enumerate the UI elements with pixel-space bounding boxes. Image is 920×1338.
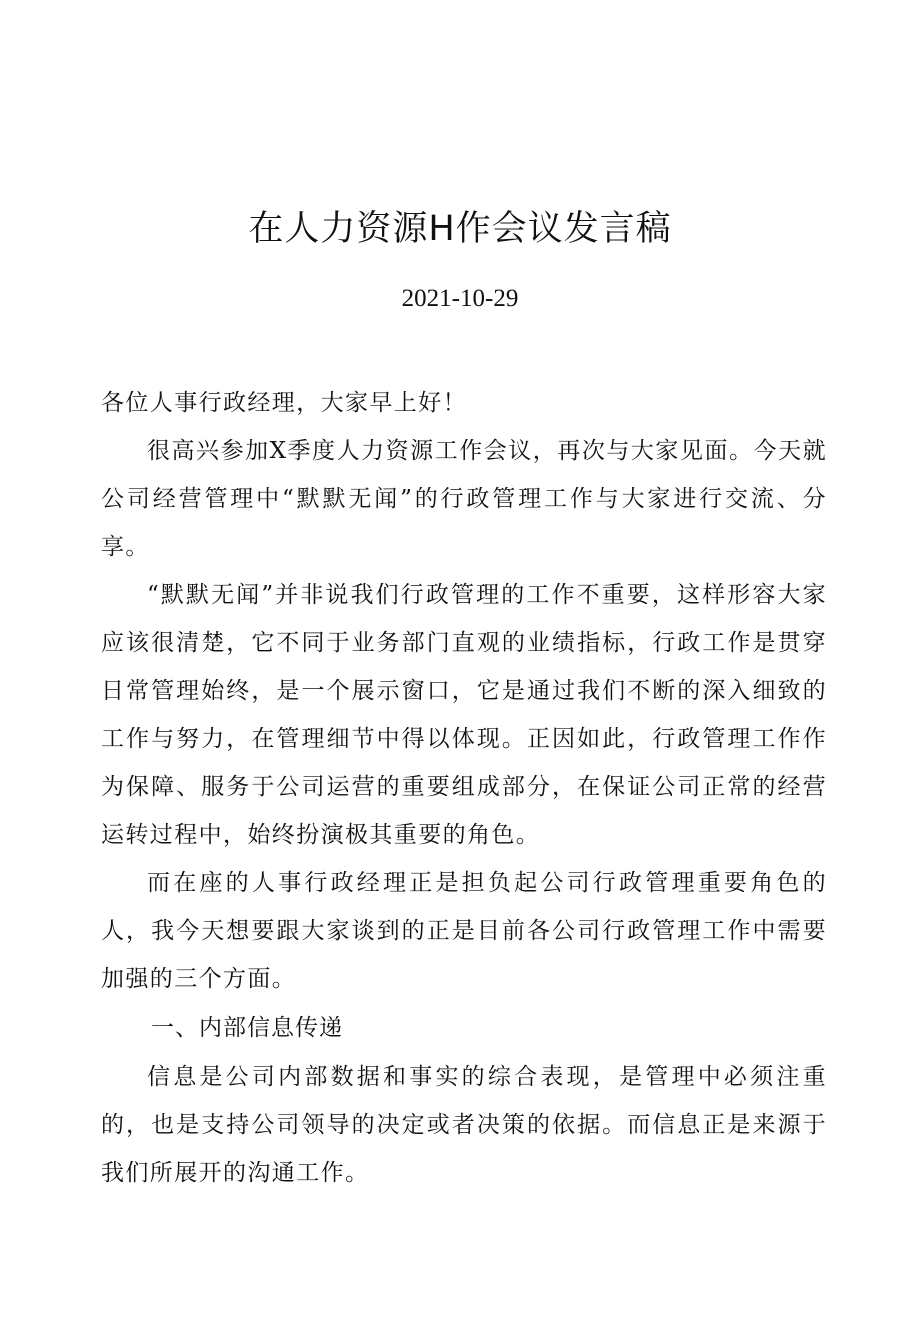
document-body (101, 379, 827, 1197)
section-heading: 一、内部信息传递 (151, 1015, 343, 1041)
salutation: 各位人事行政经理，大家早上好！ (101, 390, 467, 416)
paragraph-admin-role: “默默无闻”并非说我们行政管理的工作不重要，这样形容大家应该很清楚，它不同于业务部门直观的业绩指标，行政工作是贯穿日常管理始终，是一个展示窗口，它是通过我们不断的深入细致的工作与努力，在管理细节中得以体现。正因如此，行政管理工作作为保障、服务于公司运营的重要组成部分，在保证公司正常的经营运转过程中，始终扮演极其重要的角色。 (101, 582, 827, 848)
paragraph-intro: 很高兴参加X季度人力资源工作会议，再次与大家见面。今天就公司经营管理中“默默无闻”的行政管理工作与大家进行交流、分享。 (101, 438, 827, 560)
document-date: 2021-10-29 (401, 285, 519, 312)
document-title: 在人力资源H作会议发言稿 (248, 209, 672, 249)
paragraph-information: 信息是公司内部数据和事实的综合表现，是管理中必须注重的，也是支持公司领导的决定或者决策的依据。而信息正是来源于我们所展开的沟通工作。 (101, 1064, 827, 1186)
paragraph-managers: 而在座的人事行政经理正是担负起公司行政管理重要角色的人，我今天想要跟大家谈到的正是目前各公司行政管理工作中需要加强的三个方面。 (101, 870, 827, 992)
